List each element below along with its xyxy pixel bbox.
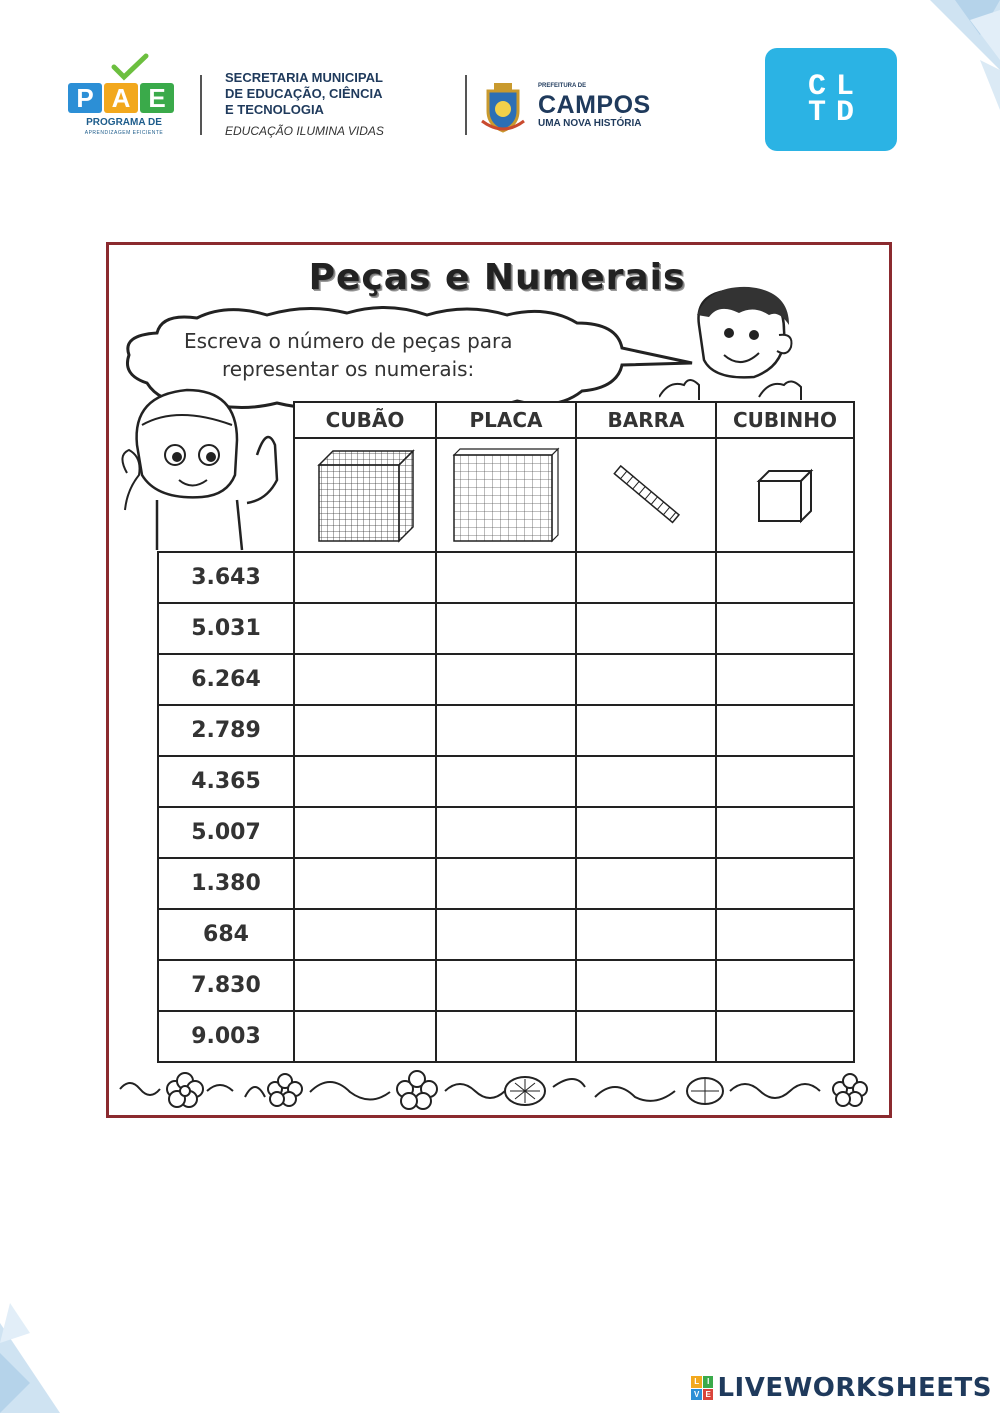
live-badge-icon — [691, 1376, 713, 1400]
answer-cell[interactable] — [575, 959, 717, 1012]
liveworksheets-logo — [691, 1373, 992, 1403]
check-icon — [110, 53, 150, 81]
answer-cell[interactable] — [575, 1010, 717, 1063]
numeral-cell: 5.007 — [157, 806, 295, 859]
small-cube-icon — [755, 465, 815, 525]
answer-cell[interactable] — [715, 959, 855, 1012]
cltd-top: CL — [807, 69, 864, 104]
badge-letter: I — [703, 1376, 714, 1388]
answer-cell[interactable] — [715, 704, 855, 757]
secretaria-logo — [225, 70, 455, 138]
answer-cell[interactable] — [715, 806, 855, 859]
answer-cell[interactable] — [575, 806, 717, 859]
crest-icon — [480, 81, 526, 133]
pae-program-subtitle: APRENDIZAGEM EFICIENTE — [84, 130, 164, 136]
answer-cell[interactable] — [715, 602, 855, 655]
answer-cell[interactable] — [293, 602, 437, 655]
cubinho-image-cell — [715, 437, 855, 553]
numeral-cell: 684 — [157, 908, 295, 961]
worksheet-title: Peças e Numerais — [308, 257, 686, 298]
answer-cell[interactable] — [293, 1010, 437, 1063]
badge-letter: E — [703, 1389, 714, 1401]
flat-plate-icon — [452, 447, 560, 543]
pae-letter: A — [104, 83, 138, 113]
pae-program-name: PROGRAMA DE — [86, 117, 162, 128]
answer-cell[interactable] — [435, 704, 577, 757]
pae-letter: P — [68, 83, 102, 113]
answer-cell[interactable] — [575, 908, 717, 961]
answer-cell[interactable] — [435, 602, 577, 655]
column-header: BARRA — [575, 401, 717, 439]
campos-logo — [480, 81, 700, 135]
secretaria-tagline: EDUCAÇÃO ILUMINA VIDAS — [225, 124, 384, 138]
numeral-cell: 7.830 — [157, 959, 295, 1012]
answer-cell[interactable] — [715, 755, 855, 808]
placa-image-cell — [435, 437, 577, 553]
bar-rod-icon — [606, 455, 686, 535]
numerals-table — [157, 401, 857, 1067]
corner-decoration-bottom — [0, 1303, 90, 1413]
answer-cell[interactable] — [575, 857, 717, 910]
answer-cell[interactable] — [715, 908, 855, 961]
cltd-logo — [765, 48, 897, 151]
answer-cell[interactable] — [435, 1010, 577, 1063]
numeral-cell: 6.264 — [157, 653, 295, 706]
answer-cell[interactable] — [715, 551, 855, 604]
numeral-cell: 1.380 — [157, 857, 295, 910]
answer-cell[interactable] — [435, 857, 577, 910]
answer-cell[interactable] — [715, 1010, 855, 1063]
numeral-cell: 4.365 — [157, 755, 295, 808]
answer-cell[interactable] — [435, 755, 577, 808]
answer-cell[interactable] — [293, 551, 437, 604]
big-cube-icon — [315, 447, 415, 543]
answer-cell[interactable] — [435, 806, 577, 859]
instruction-line: representar os numerais: — [222, 357, 475, 381]
answer-cell[interactable] — [575, 704, 717, 757]
campos-prefix: PREFEITURA DE — [538, 83, 587, 89]
answer-cell[interactable] — [293, 806, 437, 859]
barra-image-cell — [575, 437, 717, 553]
answer-cell[interactable] — [575, 653, 717, 706]
answer-cell[interactable] — [575, 551, 717, 604]
secretaria-line: E TECNOLOGIA — [225, 102, 324, 117]
answer-cell[interactable] — [435, 551, 577, 604]
answer-cell[interactable] — [575, 755, 717, 808]
liveworksheets-brand: LIVEWORKSHEETS — [717, 1373, 992, 1403]
pae-letters — [68, 83, 180, 113]
numeral-cell: 3.643 — [157, 551, 295, 604]
column-header: PLACA — [435, 401, 577, 439]
divider — [465, 75, 467, 135]
badge-letter: V — [691, 1389, 702, 1401]
answer-cell[interactable] — [715, 653, 855, 706]
divider — [200, 75, 202, 135]
header — [60, 45, 940, 165]
answer-cell[interactable] — [293, 755, 437, 808]
answer-cell[interactable] — [435, 653, 577, 706]
column-header: CUBINHO — [715, 401, 855, 439]
answer-cell[interactable] — [293, 857, 437, 910]
pae-letter: E — [140, 83, 174, 113]
secretaria-line: SECRETARIA MUNICIPAL — [225, 70, 383, 85]
cltd-bottom: TD — [807, 95, 864, 130]
answer-cell[interactable] — [575, 602, 717, 655]
badge-letter: L — [691, 1376, 702, 1388]
answer-cell[interactable] — [435, 959, 577, 1012]
answer-cell[interactable] — [293, 908, 437, 961]
column-header: CUBÃO — [293, 401, 437, 439]
secretaria-line: DE EDUCAÇÃO, CIÊNCIA — [225, 86, 383, 101]
answer-cell[interactable] — [715, 857, 855, 910]
worksheet-frame — [106, 242, 892, 1118]
instruction-text — [184, 327, 574, 383]
answer-cell[interactable] — [293, 959, 437, 1012]
answer-cell[interactable] — [293, 653, 437, 706]
instruction-line: Escreva o número de peças para — [184, 329, 513, 353]
boy-illustration — [659, 285, 809, 405]
answer-cell[interactable] — [435, 908, 577, 961]
campos-slogan: UMA NOVA HISTÓRIA — [538, 118, 642, 129]
answer-cell[interactable] — [293, 704, 437, 757]
numeral-cell: 9.003 — [157, 1010, 295, 1063]
numeral-cell: 2.789 — [157, 704, 295, 757]
pae-logo — [68, 53, 180, 143]
cubao-image-cell — [293, 437, 437, 553]
campos-name: CAMPOS — [538, 91, 651, 119]
numeral-cell: 5.031 — [157, 602, 295, 655]
flower-border — [115, 1067, 885, 1115]
